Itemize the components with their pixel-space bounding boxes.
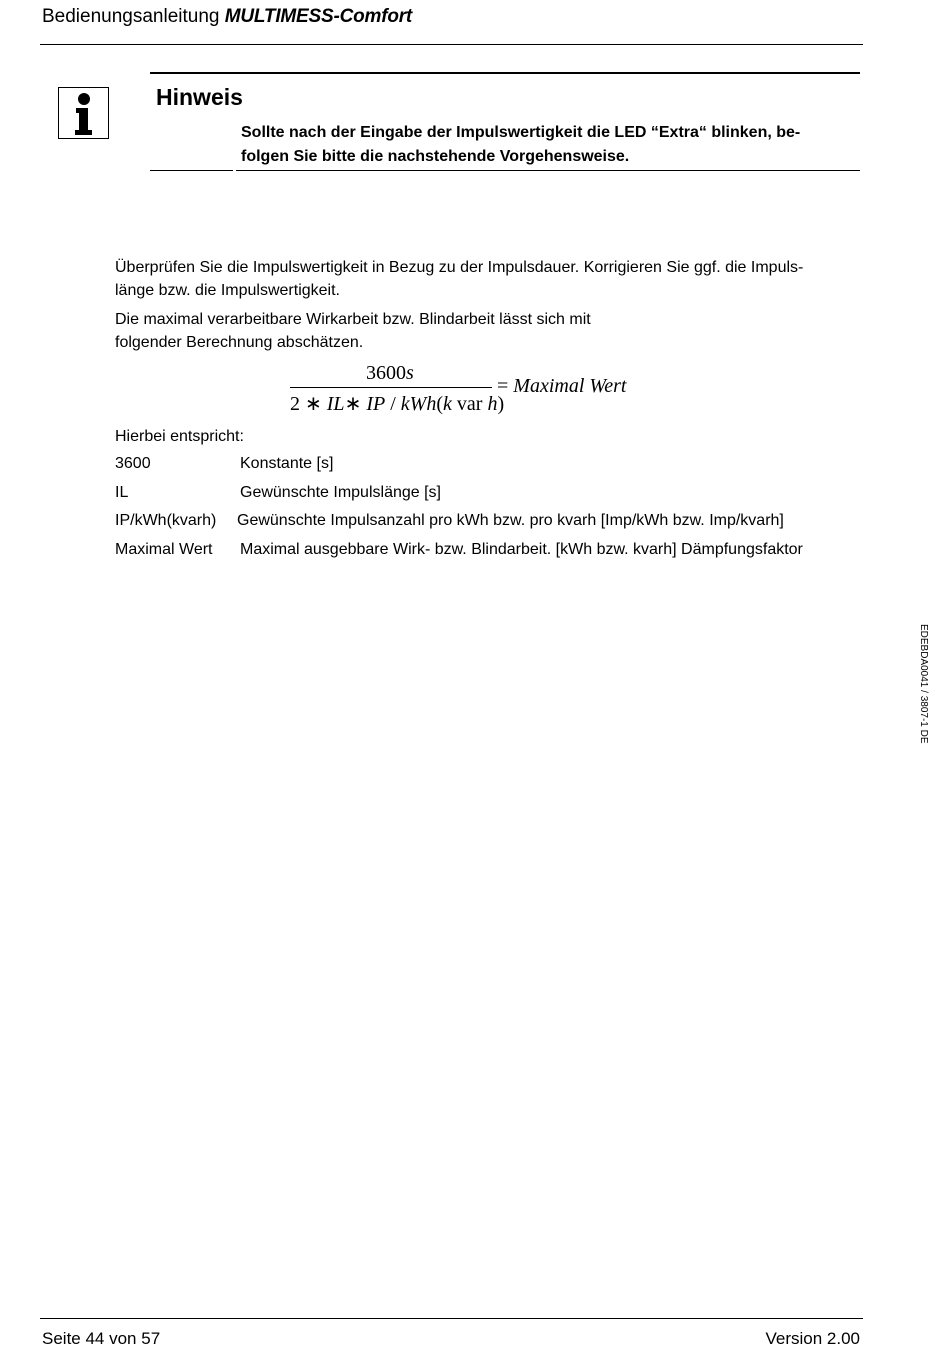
- formula-rhs: [497, 375, 626, 398]
- version-label: Version 2.00: [765, 1329, 860, 1348]
- definition-term: 3600: [115, 455, 151, 472]
- formula-den-close: ): [497, 393, 505, 415]
- formula-rhs-maximal: Maximal: [513, 375, 585, 397]
- formula-den-ip: IP: [366, 393, 386, 415]
- info-icon: [58, 87, 109, 139]
- paragraph-check-line2: länge bzw. die Impulswertigkeit.: [115, 282, 340, 299]
- note-text: Sollte nach der Eingabe der Impulswertigkeit die LED “Extra“ blinken, be-folgen Sie bitte die nachstehende Vorgehensweise.: [241, 124, 801, 165]
- definition-term: IL: [115, 484, 129, 501]
- info-icon-glyph: [59, 88, 108, 138]
- header-prefix: Bedienungsanleitung: [42, 6, 220, 27]
- definition-desc: Maximal ausgebbare Wirk- bzw. Blindarbeit. [kWh bzw. kvarh] Dämpfungsfaktor: [240, 541, 803, 558]
- formula-denominator: [290, 391, 504, 416]
- header-rule: [40, 44, 863, 45]
- document-code: EDEBDA0041 / 3807-1 DE: [918, 624, 929, 744]
- definition-term: IP/kWh(kvarh): [115, 512, 217, 529]
- formula-den-il: IL: [326, 393, 345, 415]
- note-bottom-rule-right: [236, 170, 860, 171]
- paragraph-check-line1: Überprüfen Sie die Impulswertigkeit in Bezug zu der Impulsdauer. Korrigieren Sie ggf. die Impuls-: [115, 259, 804, 276]
- formula-den-open: (: [436, 393, 443, 415]
- formula-numerator-value: 3600: [366, 362, 406, 384]
- formula-rhs-wert: Wert: [589, 375, 627, 397]
- formula-fraction-line: [290, 387, 492, 388]
- definition-desc: Gewünschte Impulsanzahl pro kWh bzw. pro kvarh [Imp/kWh bzw. Imp/kvarh]: [237, 512, 784, 529]
- paragraph-estimate-line2: folgender Berechnung abschätzen.: [115, 334, 364, 351]
- note-bottom-rule-left: [150, 170, 233, 171]
- definition-desc: Gewünschte Impulslänge [s]: [240, 484, 441, 501]
- formula-den-op1: ∗: [300, 393, 327, 415]
- document-header: [42, 6, 412, 28]
- formula-equals: =: [497, 375, 514, 397]
- formula-den-kwh: kWh: [400, 393, 437, 415]
- definition-desc: Konstante [s]: [240, 455, 334, 472]
- note-top-rule: [150, 72, 860, 74]
- note-title: Hinweis: [156, 84, 243, 110]
- formula-numerator: [366, 362, 414, 385]
- paragraph-estimate: [115, 308, 591, 354]
- formula-numerator-unit: s: [406, 362, 414, 384]
- definition-term: Maximal Wert: [115, 541, 213, 558]
- header-product-name: MULTIMESS-Comfort: [224, 6, 413, 27]
- footer-rule: [40, 1318, 863, 1319]
- formula: [286, 362, 666, 422]
- paragraph-estimate-line1: Die maximal verarbeitbare Wirkarbeit bzw. Blindarbeit lässt sich mit: [115, 311, 591, 328]
- formula-den-var: var: [451, 393, 488, 415]
- formula-den-k: k: [443, 393, 452, 415]
- formula-den-op2: ∗: [344, 393, 367, 415]
- formula-den-slash: /: [385, 393, 401, 415]
- page-number: Seite 44 von 57: [42, 1329, 161, 1348]
- paragraph-check: [115, 256, 803, 302]
- formula-den-two: 2: [290, 393, 300, 415]
- formula-den-h: h: [487, 393, 498, 415]
- definitions-intro: Hierbei entspricht:: [115, 428, 244, 445]
